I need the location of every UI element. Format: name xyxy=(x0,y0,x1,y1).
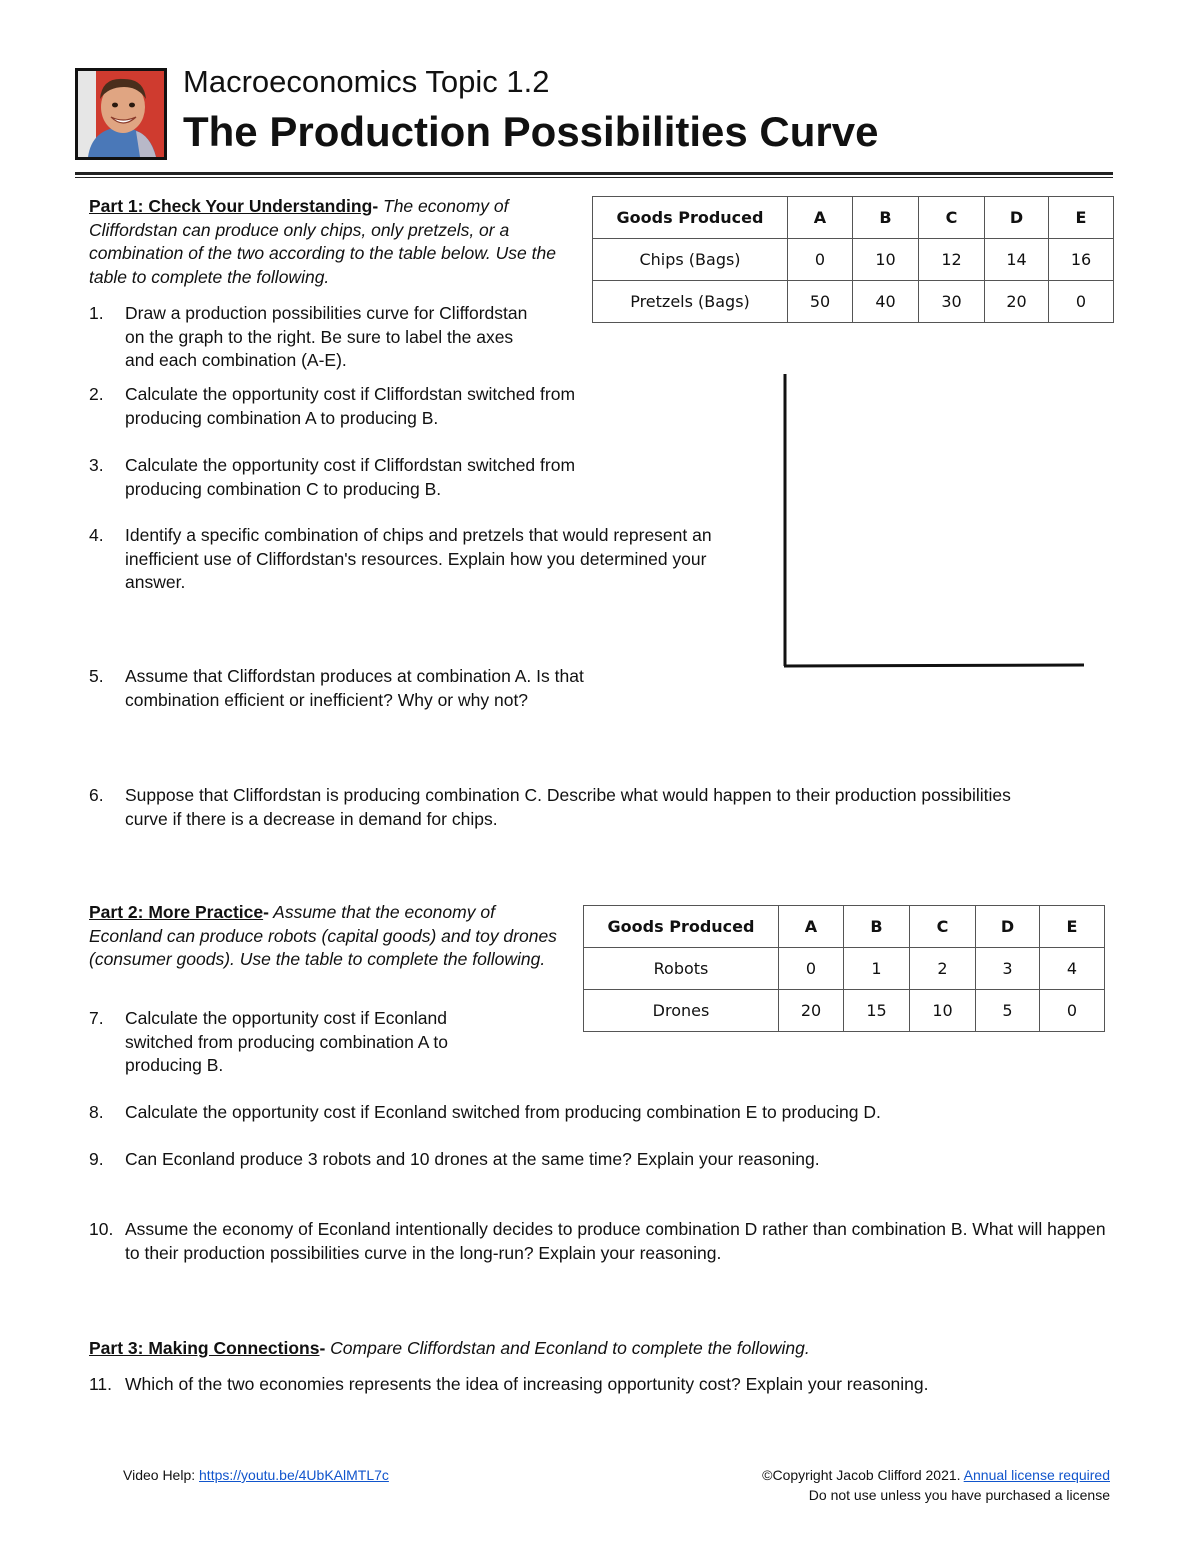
part2-label: Part 2: More Practice xyxy=(89,902,264,922)
question-number: 7. xyxy=(89,1008,104,1028)
table-header-cell: C xyxy=(910,906,976,948)
table-cell: Drones xyxy=(584,990,779,1032)
question-text: Calculate the opportunity cost if Econland switched from producing combination A to producing B. xyxy=(125,1008,448,1075)
table-cell: 50 xyxy=(788,281,853,323)
author-portrait-icon xyxy=(78,71,164,157)
table-cell: 10 xyxy=(853,239,919,281)
question-text: Calculate the opportunity cost if Econland switched from producing combination E to producing D. xyxy=(125,1102,881,1122)
table-cell: 5 xyxy=(976,990,1040,1032)
table-cell: 1 xyxy=(844,948,910,990)
table-cell: 0 xyxy=(788,239,853,281)
video-help xyxy=(123,1465,389,1485)
header-divider xyxy=(75,172,1113,175)
question-number: 10. xyxy=(89,1219,114,1239)
table-cell: 0 xyxy=(779,948,844,990)
license-link[interactable]: Annual license required xyxy=(963,1467,1110,1483)
copyright-block xyxy=(762,1465,1110,1505)
question-number: 5. xyxy=(89,666,104,686)
table-row xyxy=(593,239,1114,281)
copyright-text: ©Copyright Jacob Clifford 2021. xyxy=(762,1467,964,1483)
part1-intro xyxy=(89,195,567,289)
table-header-cell: Goods Produced xyxy=(593,197,788,239)
part3-intro xyxy=(89,1337,1119,1361)
part1-intro-text: The economy of Cliffordstan can produce only chips, only pretzels, or a combination of the two according to the table below. Use the table to complete the following. xyxy=(89,196,556,287)
part1-label: Part 1: Check Your Understanding xyxy=(89,196,373,216)
table-header-cell: C xyxy=(919,197,985,239)
video-help-link[interactable]: https://youtu.be/4UbKAlMTL7c xyxy=(199,1467,389,1483)
table-header-cell: B xyxy=(844,906,910,948)
table-header-cell: D xyxy=(985,197,1049,239)
table-header-cell: Goods Produced xyxy=(584,906,779,948)
question-text: Draw a production possibilities curve for Cliffordstan on the graph to the right. Be sure to label the axes and each combination (A-E). xyxy=(125,303,528,370)
part1-dash: - xyxy=(372,196,379,216)
table-cell: Robots xyxy=(584,948,779,990)
question-text: Assume that Cliffordstan produces at combination A. Is that combination efficient or inefficient? Why or why not? xyxy=(125,666,584,710)
author-photo xyxy=(75,68,167,160)
question-text: Can Econland produce 3 robots and 10 drones at the same time? Explain your reasoning. xyxy=(125,1149,820,1169)
x-axis xyxy=(784,665,1084,666)
cliffordstan-table xyxy=(592,196,1114,323)
part2-intro-text: Assume that the economy of Econland can produce robots (capital goods) and toy drones (consumer goods). Use the table to complete the following. xyxy=(89,902,557,969)
question-text: Identify a specific combination of chips and pretzels that would represent an inefficient use of Cliffordstan's resources. Explain how you determined your answer. xyxy=(125,525,712,592)
table-cell: 10 xyxy=(910,990,976,1032)
table-cell: 15 xyxy=(844,990,910,1032)
part2-intro xyxy=(89,901,559,972)
table-cell: 30 xyxy=(919,281,985,323)
table-header-cell: A xyxy=(788,197,853,239)
table-cell: 20 xyxy=(779,990,844,1032)
table-header-cell: A xyxy=(779,906,844,948)
question-number: 2. xyxy=(89,384,104,404)
question-text: Calculate the opportunity cost if Cliffordstan switched from producing combination A to producing B. xyxy=(125,384,576,428)
video-help-label: Video Help: xyxy=(123,1467,200,1483)
question-number: 3. xyxy=(89,455,104,475)
table-cell: 40 xyxy=(853,281,919,323)
table-row xyxy=(584,948,1105,990)
table-row xyxy=(593,281,1114,323)
question-number: 8. xyxy=(89,1102,104,1122)
question-number: 4. xyxy=(89,525,104,545)
copyright-line xyxy=(762,1465,1110,1485)
blank-graph-axes xyxy=(770,368,1090,673)
table-header-row xyxy=(593,197,1114,239)
question-text: Assume the economy of Econland intentionally decides to produce combination D rather than combination B. What will happen to their production possibilities curve in the long-run? Explain your reasoning. xyxy=(125,1219,1106,1263)
table-cell: 12 xyxy=(919,239,985,281)
question-number: 11. xyxy=(89,1374,113,1394)
question-number: 9. xyxy=(89,1149,104,1169)
topic-subtitle: Macroeconomics Topic 1.2 xyxy=(183,64,550,99)
part2-dash: - xyxy=(263,902,269,922)
part3-dash: - xyxy=(319,1338,326,1358)
header-divider-thin xyxy=(75,177,1113,178)
table-header-cell: E xyxy=(1049,197,1114,239)
table-cell: Chips (Bags) xyxy=(593,239,788,281)
question-text: Which of the two economies represents the idea of increasing opportunity cost? Explain your reasoning. xyxy=(125,1374,929,1394)
question-number: 1. xyxy=(89,303,104,323)
question-number: 6. xyxy=(89,785,104,805)
question-text: Suppose that Cliffordstan is producing combination C. Describe what would happen to their production possibilities curve if there is a decrease in demand for chips. xyxy=(125,785,1011,829)
table-header-row xyxy=(584,906,1105,948)
license-notice: Do not use unless you have purchased a license xyxy=(808,1487,1110,1503)
table-cell: 2 xyxy=(910,948,976,990)
table-cell: 0 xyxy=(1040,990,1105,1032)
part3-intro-text: Compare Cliffordstan and Econland to complete the following. xyxy=(325,1338,810,1358)
econland-table xyxy=(583,905,1105,1032)
table-cell: 0 xyxy=(1049,281,1114,323)
table-cell: 14 xyxy=(985,239,1049,281)
table-cell: 3 xyxy=(976,948,1040,990)
table-header-cell: B xyxy=(853,197,919,239)
table-row xyxy=(584,990,1105,1032)
table-cell: Pretzels (Bags) xyxy=(593,281,788,323)
table-cell: 16 xyxy=(1049,239,1114,281)
part3-label: Part 3: Making Connections xyxy=(89,1338,320,1358)
table-cell: 20 xyxy=(985,281,1049,323)
table-header-cell: D xyxy=(976,906,1040,948)
question-text: Calculate the opportunity cost if Cliffordstan switched from producing combination C to producing B. xyxy=(125,455,576,499)
table-cell: 4 xyxy=(1040,948,1105,990)
page-title: The Production Possibilities Curve xyxy=(183,108,879,155)
table-header-cell: E xyxy=(1040,906,1105,948)
